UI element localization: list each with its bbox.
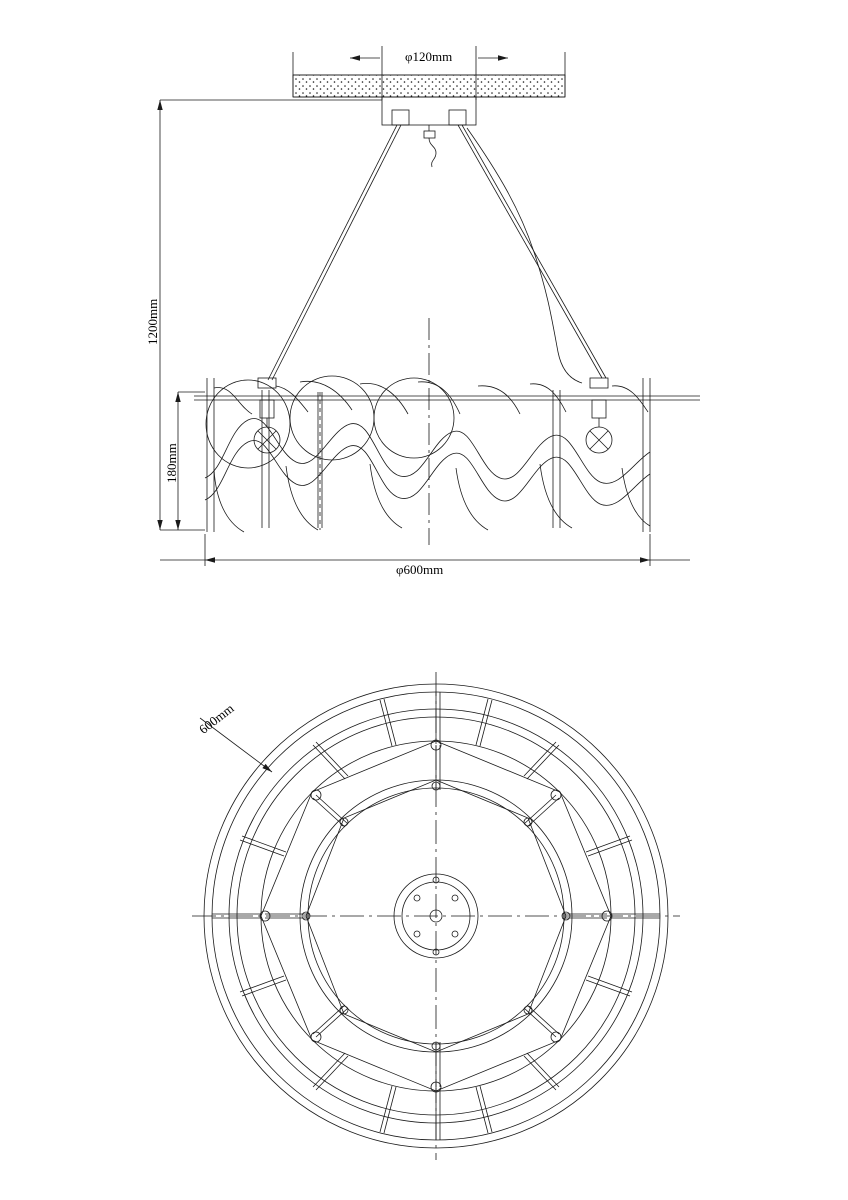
- lamp-socket-right: [586, 378, 612, 453]
- front-elevation-view: [194, 75, 700, 545]
- dim-shade-height: 180mm: [164, 443, 179, 483]
- dim-plan-diameter: 600mm: [196, 700, 237, 737]
- dimension-lines-elevation: [160, 46, 690, 566]
- dim-canopy-diameter: φ120mm: [405, 49, 453, 64]
- bottom-plan-view: [192, 672, 680, 1160]
- lamp-socket-left: [254, 378, 280, 453]
- wavy-shade-profile: [205, 376, 650, 532]
- shade-frame: [194, 378, 700, 532]
- dim-shade-diameter: φ600mm: [396, 562, 444, 577]
- dim-drop-height: 1200mm: [145, 298, 160, 345]
- ceiling-plate: [293, 75, 565, 97]
- suspension-cables: [268, 125, 606, 383]
